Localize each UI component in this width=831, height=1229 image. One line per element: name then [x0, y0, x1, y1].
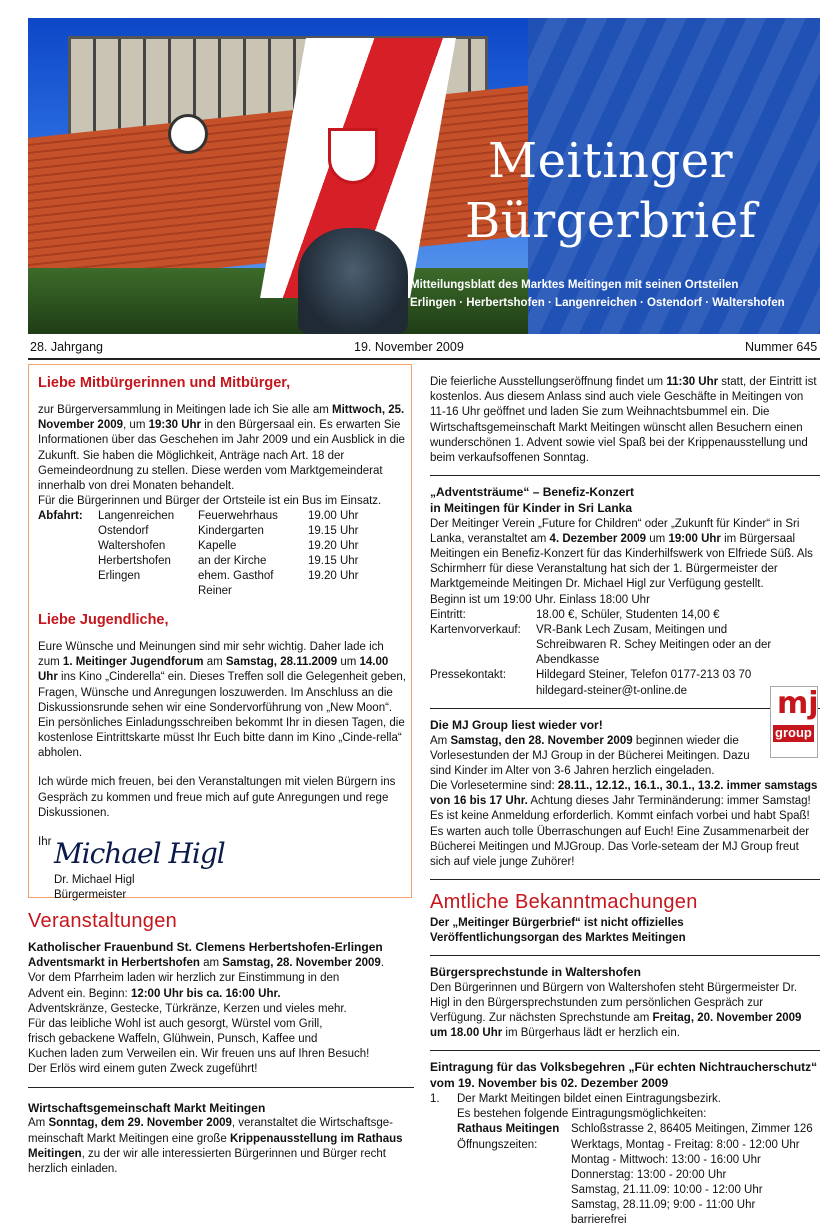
event1-line: Advent ein. Beginn: 12:00 Uhr bis ca. 16:00 Uhr. — [28, 987, 281, 1000]
events-heading: Veranstaltungen — [28, 910, 178, 932]
office-hour-title: Bürgersprechstunde in Waltershofen — [430, 964, 641, 979]
event1-line: Für das leibliche Wohl ist auch gesorgt, Würstel vom Grill, — [28, 1017, 323, 1030]
mj-title: Die MJ Group liest wieder vor! — [430, 717, 603, 732]
signature: Michael Higl — [54, 837, 225, 871]
event1-line: Kuchen laden zum Verweilen ein. Wir freuen uns auf Ihren Besuch! — [28, 1048, 370, 1061]
header-rule — [28, 358, 820, 360]
mayor-letter — [38, 374, 408, 903]
rathaus-info: Rathaus Meitingen Schloßstrasse 2, 86405 Meitingen, Zimmer 126 Öffnungszeiten: Werktags, Montag - Freitag: 8:00 - 12:00 Uhr Montag - Mittwoch: 13:00 - 16:00 Uhr Donnerstag: 13:00 - 20:00 Uhr Samstag, 21.11.09: 10:00 - 12:00 Uhr Samstag, 28.11.09; 9:00 - 11:00 Uhr barrierefrei — [457, 1123, 813, 1227]
event2-title: Wirtschaftsgemeinschaft Markt Meitingen — [28, 1100, 266, 1115]
event1-line: Adventskränze, Gestecke, Türkränze, Kerzen und vieles mehr. — [28, 1002, 347, 1015]
closing-word: Ihr — [38, 835, 52, 848]
mayor-role: Bürgermeister — [54, 889, 127, 902]
youth-heading: Liebe Jugendliche, — [38, 611, 169, 628]
masthead-title-line2: Bürgerbrief — [465, 193, 757, 249]
bear-statue-icon — [298, 228, 408, 334]
issue-date: 19. November 2009 — [354, 340, 464, 354]
crest-icon — [328, 128, 378, 184]
mj-group-logo: mj group — [770, 686, 818, 758]
bus-note: Für die Bürgerinnen und Bürger der Ortsteile ist ein Bus im Einsatz. — [38, 495, 382, 508]
divider — [430, 1050, 820, 1051]
masthead-subtitle: Mitteilungsblatt des Marktes Meitingen mit seinen Ortsteilen — [410, 279, 739, 291]
event1-subtitle: Adventsmarkt in Herbertshofen am Samstag, 28. November 2009. — [28, 957, 385, 970]
official-heading: Amtliche Bekanntmachungen — [430, 891, 698, 914]
events-section — [28, 908, 414, 1177]
clock-icon — [168, 114, 208, 154]
office-hour-paragraph: Den Bürgerinnen und Bürgern von Waltershofen steht Bürgermeister Dr. Higl in den Bürgersprechstunden zum persönlichen Gespräch zur Verfügung. Zur nächsten Sprechstunde am Freitag, 20. November 2009 um 18.00 Uhr im Bürgerhaus lädt er herzlich ein. — [430, 981, 802, 1040]
right-column — [430, 375, 820, 1229]
youth-paragraph: Eure Wünsche und Meinungen sind mir sehr wichtig. Daher lade ich zum 1. Meitinger Jugendforum am Samstag, 28.11.2009 um 14.00 Uhr ins Kino „Cinderella“ ein. Dieses Treffen soll die Gelegenheit geben, Fragen, Wünsche und Anregungen loszuwerden. Im Anschluss an die Diskussionsrunde sehen wir eine Sondervorführung von „New Moon“. Ein persönliches Einladungsschreiben bekommt Ihr in diesen Tagen, die kostenlose Eintrittskarte müsst Ihr Euch bitte dann im Kino „Cinde-rella“ abholen. — [38, 641, 406, 760]
referendum-options: Es bestehen folgende Eintragungsmöglichkeiten: — [457, 1108, 707, 1121]
divider — [430, 708, 820, 709]
concert-details: Eintritt: 18.00 €, Schüler, Studenten 14,00 € Kartenvorverkauf: VR-Bank Lech Zusam, Meitingen und Schreibwaren R. Schey Meitingen oder an der Abendkasse Pressekontakt: Hildegard Steiner, Telefon 0177-213 03 70 hildegard-steiner@t-online.de — [430, 608, 820, 699]
event1-line: frisch gebackene Waffeln, Glühwein, Punsch, Kaffee und — [28, 1033, 318, 1046]
event1-line: Vor dem Pfarrheim laden wir herzlich zur Einstimmung in den — [28, 972, 340, 985]
masthead-title-line1: Meitinger — [488, 133, 734, 189]
event2-paragraph: Am Sonntag, dem 29. November 2009, veranstaltet die Wirtschaftsge-meinschaft Markt Meitingen eine große Krippenausstellung im Rathaus Meitingen, zu der wir alle interessierten Bürgerinnen und Bürger recht herzlich einladen. — [28, 1117, 403, 1175]
mj-dates: Die Vorlesetermine sind: 28.11., 12.12., 16.1., 30.1., 13.2. immer samstags von 16 bis 17 Uhr. Achtung dieses Jahr Terminänderung: immer Samstag! Es ist keine Anmeldung erforderlich. Kommt einfach vorbei und habt Spaß! Es warten auch tolle Überraschungen auf Euch! Eine Zusammenarbeit der Bücherei Meitingen und MJGroup. Das Vorle-seteam der MJ Group freut sich auf viele junge Zuhörer! — [430, 780, 818, 868]
greeting-paragraph: zur Bürgerversammlung in Meitingen lade ich Sie alle am Mittwoch, 25. November 2009, um 19:30 Uhr in den Bürgersaal ein. Es erwarten Sie Informationen über das Geschehen im Jahr 2009 und ein Ausblick in die Zukunft. Sie haben die Möglichkeit, Anträge nach Art. 18 der Gemeindeordnung zu stellen. Diese werden vom Marktgemeinderat innerhalb von drei Monaten behandelt. — [38, 404, 405, 492]
referendum-item: 1. Der Markt Meitingen bildet einen Eintragungsbezirk. — [430, 1093, 721, 1106]
event1-title: Katholischer Frauenbund St. Clemens Herbertshofen-Erlingen — [28, 940, 383, 955]
divider — [430, 879, 820, 880]
divider — [430, 475, 820, 476]
concert-title: „Adventsträume“ – Benefiz-Konzert — [430, 485, 635, 500]
greeting-heading: Liebe Mitbürgerinnen und Mitbürger, — [38, 375, 291, 391]
concert-paragraph: Der Meitinger Verein „Future for Children“ oder „Zukunft für Kinder“ in Sri Lanka, veranstaltet am 4. Dezember 2009 um 19:00 Uhr im Bürgersaal Meitingen ein Benefiz-Konzert für das Kinderhilfswerk von Elfriede Süß. Als Schirmherr für diese Veranstaltung hat sich der 1. Bürgermeister der Marktgemeinde Meitingen Dr. Michael Higl zur Verfügung gestellt. — [430, 517, 813, 591]
concert-start: Beginn ist um 19:00 Uhr. Einlass 18:00 Uhr — [430, 593, 650, 606]
referendum-dates: vom 19. November bis 02. Dezember 2009 — [430, 1076, 669, 1091]
divider — [28, 1087, 414, 1088]
event1-line: Der Erlös wird einem guten Zweck zugeführt! — [28, 1063, 258, 1076]
bus-schedule: Abfahrt: Langenreichen Feuerwehrhaus 19.00 Uhr Ostendorf Kindergarten 19.15 Uhr Waltershofen Kapelle 19.20 Uhr Herbertshofen an der Kirche 19.15 Uhr Erlingen ehem. Gasthof Reiner 19.20 Uhr — [38, 510, 359, 598]
press-email: hildegard-steiner@t-online.de — [536, 684, 688, 697]
referendum-title: Eintragung für das Volksbegehren „Für echten Nichtraucherschutz“ — [430, 1060, 818, 1075]
masthead-districts: Erlingen · Herbertshofen · Langenreichen · Ostendorf · Waltershofen — [410, 297, 785, 309]
mayor-name: Dr. Michael Higl — [54, 874, 135, 887]
exhibition-continued: Die feierliche Ausstellungseröffnung findet um 11:30 Uhr statt, der Eintritt ist kostenlos. Aus diesem Anlass sind auch viele Geschäfte in Meitingen von 11-16 Uhr geöffnet und laden Sie zum Weihnachtsbummel ein. Die Wirtschaftsgemeinschaft Markt Meitingen wünscht allen Besuchern einen wunderschönen 1. Advent sowie viel Spaß bei der Krippenausstellung und beim verkaufsoffenen Sonntag. — [430, 376, 817, 464]
official-note: Veröffentlichungsorgan des Marktes Meitingen — [430, 931, 686, 944]
official-note: Der „Meitinger Bürgerbrief“ ist nicht offizielles — [430, 916, 684, 929]
mj-paragraph: Am Samstag, den 28. November 2009 beginnen wieder die Vorlesestunden der MJ Group in der Bücherei Meitingen. Dazu sind Kinder im Alter von 3-6 Jahren herzlich eingeladen. — [430, 734, 750, 777]
volume: 28. Jahrgang — [30, 340, 103, 354]
issue-number: Nummer 645 — [745, 340, 818, 354]
concert-subtitle: in Meitingen für Kinder in Sri Lanka — [430, 500, 633, 515]
divider — [430, 955, 820, 956]
closing-paragraph: Ich würde mich freuen, bei den Veranstaltungen mit vielen Bürgern ins Gespräch zu kommen und freue mich auf gute Anregungen und rege Diskussionen. — [38, 776, 396, 819]
